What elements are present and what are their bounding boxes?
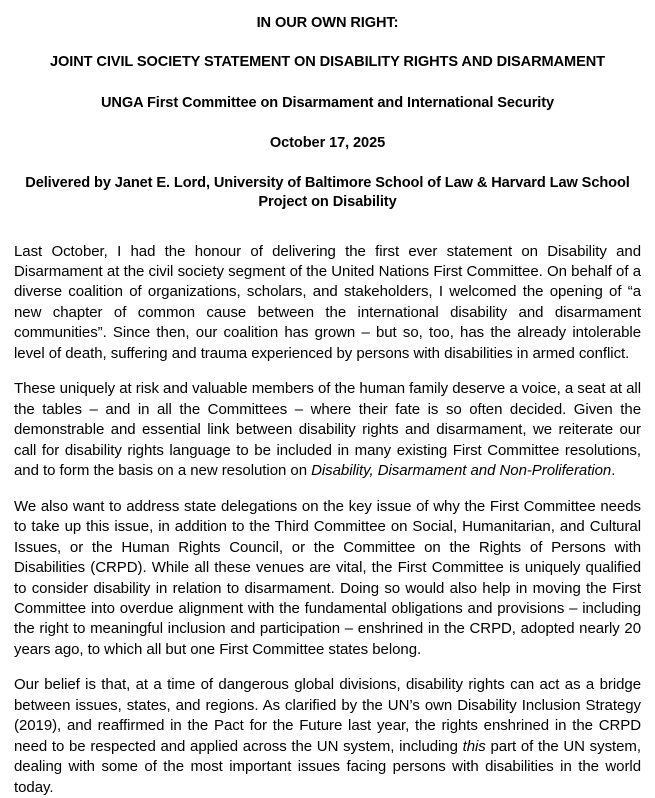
document-title: IN OUR OWN RIGHT: — [256, 15, 399, 31]
emphasis-this-italic: this — [462, 737, 486, 755]
delivered-by-heading: Delivered by Janet E. Lord, University of Baltimore School of Law & Harvard Law School Project on Disability — [25, 175, 630, 211]
resolution-title-italic: Disability, Disarmament and Non-Proliferation — [311, 462, 612, 480]
paragraph-1: Last October, I had the honour of delivering the first ever statement on Disability and Disarmament at the civil society segment of the United Nations First Committee. On behalf of a diverse coalition of organizations, scholars, and stakeholders, I welcomed the opening of “a new chapter of common cause between the international disability and disarmament communities”. Since then, our coalition has grown – but so, too, has the already intolerable level of death, suffering and trauma experienced by persons with disabilities in armed conflict. — [14, 242, 641, 362]
paragraph-4-text-before: Our belief is that, at a time of dangerous global divisions, disability rights can act as a bridge between issues, states, and regions. As clarified by the UN’s own Disability Inclusion Strategy (2019), and reaffirmed in the Pact for the Future last year, the rights enshrined in the CRPD need to be respected and applied across the UN system, including — [14, 676, 641, 755]
paragraph-4 — [14, 675, 641, 798]
paragraph-2-text-after: . — [611, 462, 616, 480]
paragraph-2-text-before: These uniquely at risk and valuable members of the human family deserve a voice, a seat at all the tables – and in all the Committees – where their fate is so often decided. Given the demonstrable and essential link between disability rights and disarmament, we reiterate our call for disability rights language to be included in many existing First Committee resolutions, and to form the basis on a new resolution on — [14, 380, 641, 480]
paragraph-2 — [14, 379, 641, 481]
paragraph-4-text-after: part of the UN system, dealing with some of the most important issues facing persons with disabilities in the world today. — [14, 737, 641, 796]
paragraph-3: We also want to address state delegations on the key issue of why the First Committee needs to take up this issue, in addition to the Third Committee on Social, Humanitarian, and Cultural Issues, or the Human Rights Council, or the Committee on the Rights of Persons with Disabilities (CRPD). While all these venues are vital, the First Committee is uniquely qualified to consider disability in relation to disarmament. Doing so would also help in moving the First Committee into overdue alignment with the fundamental obligations and provisions – including the right to meaningful inclusion and participation – enshrined in the CRPD, adopted nearly 20 years ago, to which all but one First Committee states belong. — [14, 497, 641, 658]
committee-heading: UNGA First Committee on Disarmament and International Security — [100, 94, 555, 111]
document-date: October 17, 2025 — [269, 134, 386, 151]
document-subtitle: JOINT CIVIL SOCIETY STATEMENT ON DISABILITY RIGHTS AND DISARMAMENT — [49, 54, 606, 71]
